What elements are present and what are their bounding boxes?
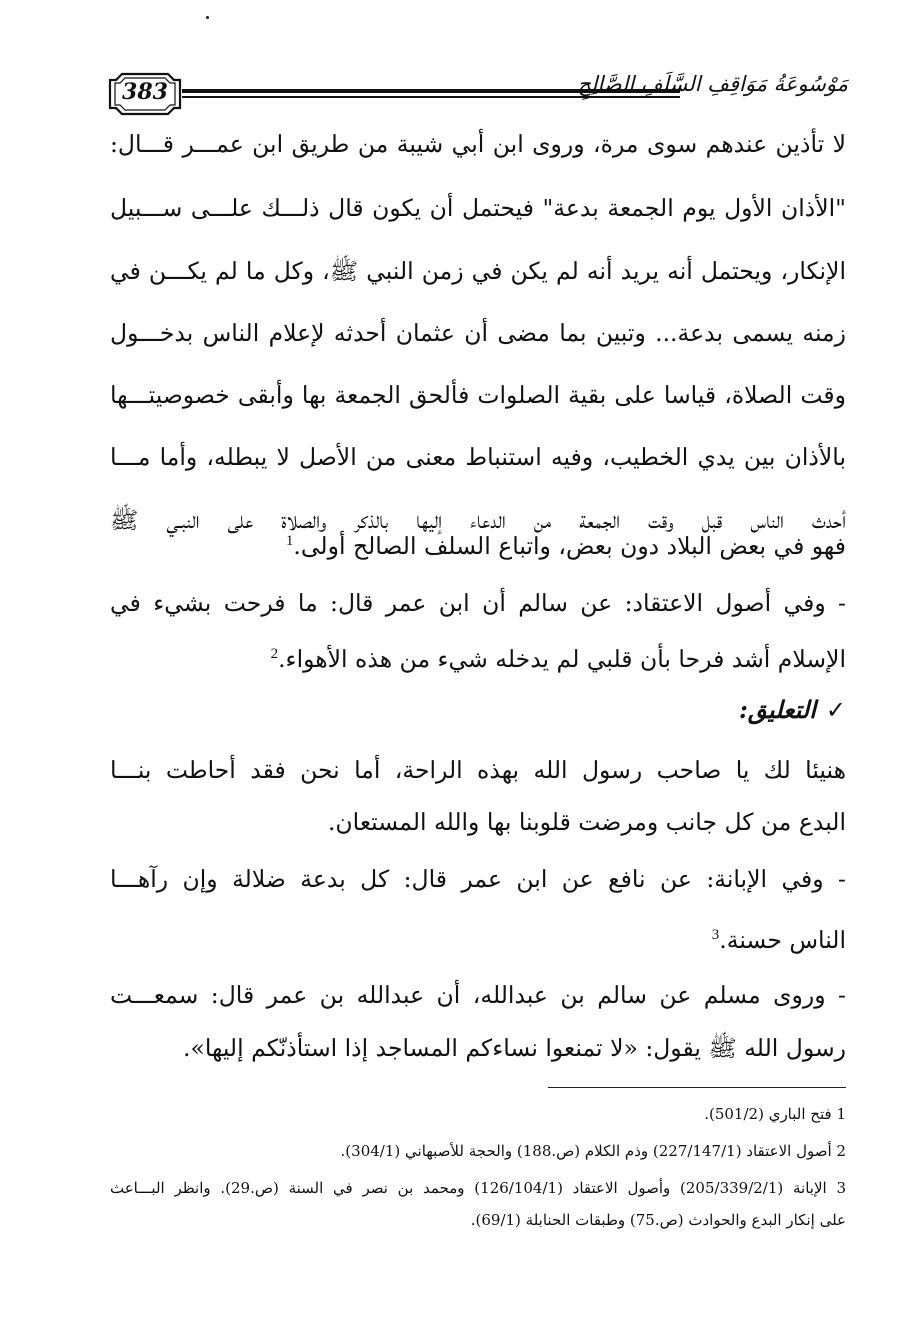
footnote-3: [110, 1174, 846, 1202]
text-line: زمنه يسمى بدعة... وتبين بما مضى أن عثمان أحدثه لإعلام الناس بدخـــول: [110, 319, 846, 347]
page-number: 383: [122, 79, 168, 105]
text-line: - وروى مسلم عن سالم بن عبدالله، أن عبدالله بن عمر قال: سمعـــت: [110, 981, 846, 1009]
footnote-text: الإبانة (205/339/2/1) وأصول الاعتقاد (126/104/1) ومحمد بن نصر في السنة (ص.29). وانظر البـــاعث: [110, 1179, 827, 1197]
header-rule-thin: [182, 96, 680, 98]
footnote-text: فتح الباري (501/2).: [704, 1105, 832, 1123]
footnote-ref[interactable]: 3: [711, 927, 720, 943]
text-line: أحدث الناس قبل وقت الجمعة من الدعاء إليها بالذكر والصلاة على النبـي ﷺ: [110, 506, 846, 534]
text-line: وقت الصلاة، قياسا على بقية الصلوات فألحق الجمعة بها وأبقى خصوصيتـــها: [110, 381, 846, 409]
page-header: [108, 70, 848, 120]
section-heading: [110, 690, 846, 730]
footnote-number: 3: [836, 1179, 847, 1197]
page-number-badge: [108, 70, 182, 118]
text-line-content: فهو في بعض البلاد دون بعض، واتباع السلف الصالح أولى.: [293, 531, 846, 560]
footnote-ref[interactable]: 2: [270, 646, 279, 662]
section-heading-text: التعليق:: [739, 695, 816, 724]
text-line: رسول الله ﷺ يقول: «لا تمنعوا نساءكم المساجد إذا استأذنّكم إليها».: [182, 1034, 846, 1062]
text-line-content: الناس حسنة.: [719, 925, 846, 954]
footnote-number: 1: [836, 1105, 846, 1123]
text-line: "الأذان الأول يوم الجمعة بدعة" فيحتمل أن يكون قال ذلـــك علـــى ســـبيل: [110, 194, 846, 222]
text-line: [110, 915, 846, 955]
stray-dot: [206, 16, 209, 19]
text-line-content: الإسلام أشد فرحا بأن قلبي لم يدخله شيء من هذه الأهواء.: [278, 644, 846, 673]
text-line: الإنكار، ويحتمل أنه يريد أنه لم يكن في زمن النبي ﷺ، وكل ما لم يكـــن في: [110, 257, 846, 285]
footnote-number: 2: [836, 1142, 846, 1160]
text-line: هنيئا لك يا صاحب رسول الله بهذه الراحة، أما نحن فقد أحاطت بنـــا: [110, 756, 846, 784]
footnote-3-continuation: على إنكار البدع والحوادث (ص.75) وطبقات الحنابلة (69/1).: [470, 1211, 846, 1229]
text-line: [110, 634, 846, 674]
footnote-2: [110, 1137, 846, 1165]
text-line: لا تأذين عندهم سوى مرة، وروى ابن أبي شيبة من طريق ابن عمـــر قـــال:: [110, 130, 846, 158]
series-title: مَوْسُوعَةُ مَوَاقِفِ السَّلَفِ الصَّالِحِ: [577, 72, 848, 96]
check-icon: ✓: [825, 696, 846, 724]
footnote-separator: [548, 1087, 846, 1088]
footnote-ref[interactable]: 1: [285, 533, 294, 549]
text-line: بالأذان بين يدي الخطيب، وفيه استنباط معنى من الأصل لا يبطله، وأما مـــا: [110, 443, 846, 471]
footnote-text: أصول الاعتقاد (227/147/1) وذم الكلام (ص.188) والحجة للأصبهاني (304/1).: [340, 1142, 832, 1160]
text-line: البدع من كل جانب ومرضت قلوبنا بها والله المستعان.: [327, 808, 846, 836]
footnote-1: [110, 1100, 846, 1128]
text-line: - وفي الإبانة: عن نافع عن ابن عمر قال: كل بدعة ضلالة وإن رآهـــا: [110, 865, 846, 893]
text-line: - وفي أصول الاعتقاد: عن سالم أن ابن عمر قال: ما فرحت بشيء في: [110, 589, 846, 617]
text-line: [110, 521, 846, 561]
